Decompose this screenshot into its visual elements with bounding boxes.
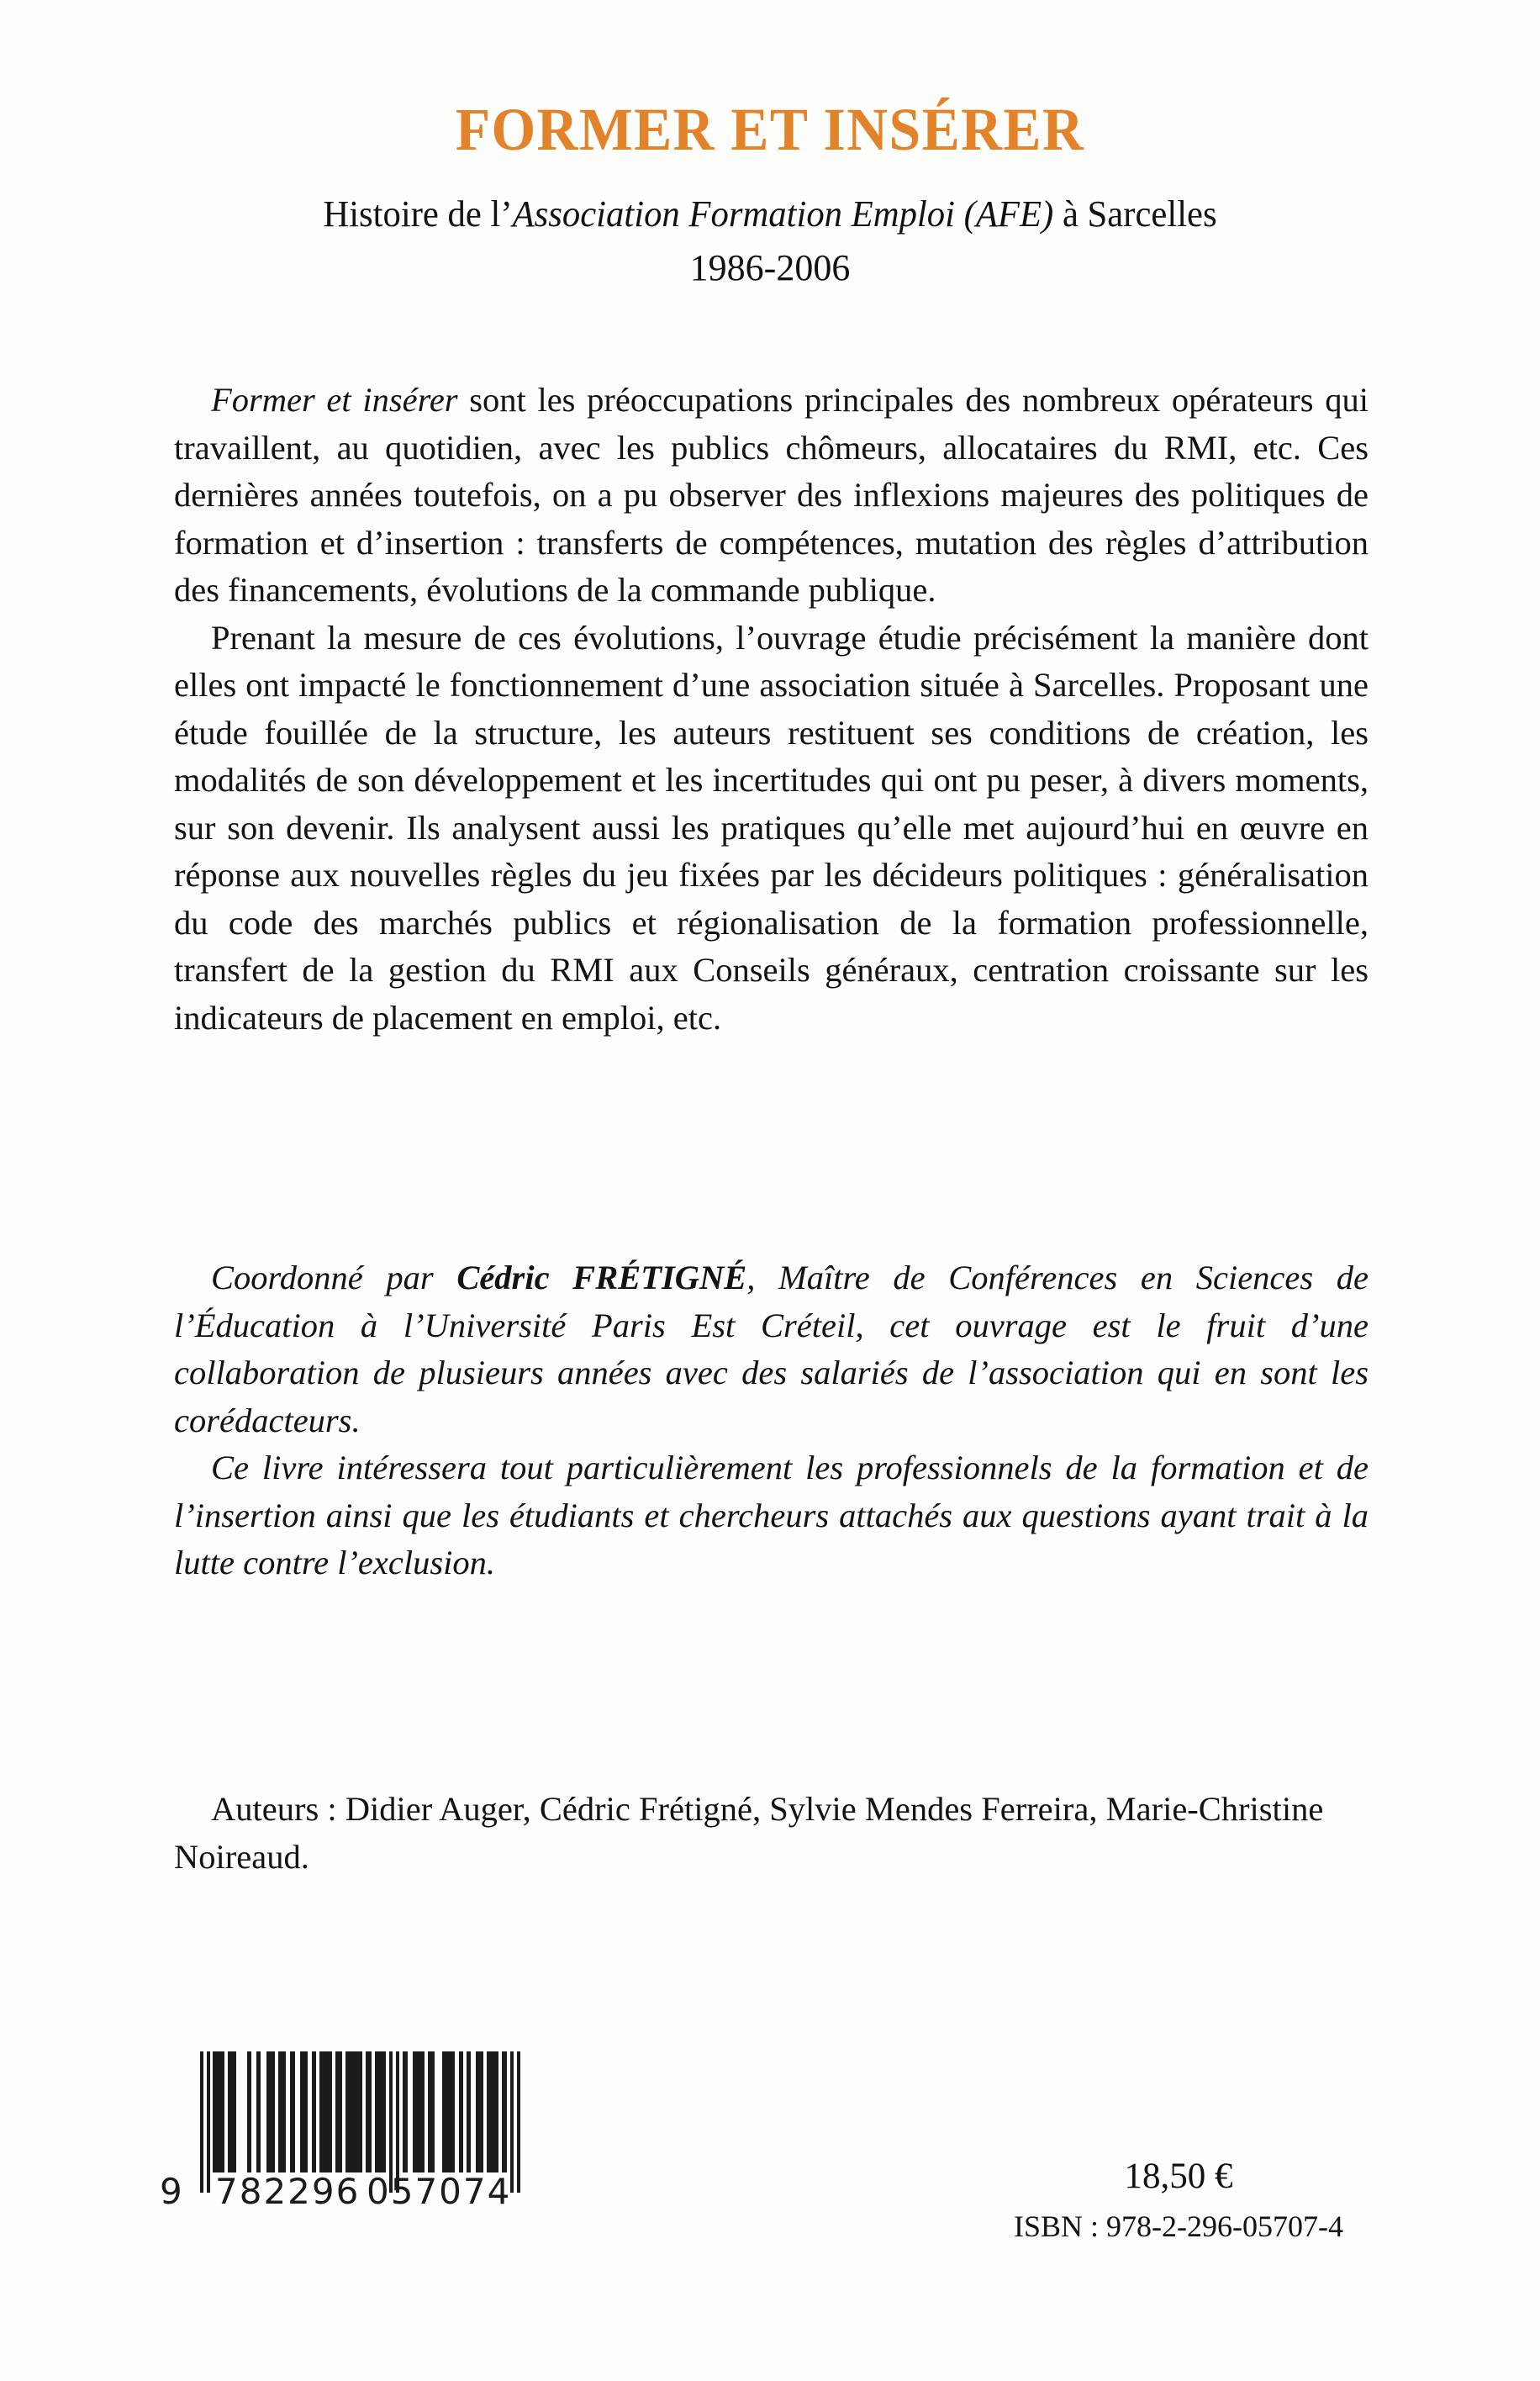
barcode — [160, 2051, 538, 2211]
coordination-suffix: , Maître de Conférences en Sciences de l’Éducation à l’Université Paris Est Créteil, cet ouvrage est le fruit d’une collaboration de plusieurs années avec des salariés de l’association qui en sont les corédacteurs. — [174, 1259, 1369, 1439]
subtitle-suffix: à Sarcelles — [1053, 193, 1217, 235]
price-isbn-block — [977, 2152, 1380, 2248]
coordination-body — [174, 1254, 1369, 1587]
barcode-digits — [160, 2171, 538, 2211]
coordinator-name: Cédric FRÉTIGNÉ — [456, 1259, 747, 1296]
subtitle-year-range: 1986-2006 — [689, 246, 851, 288]
subtitle-association-name: Association Formation Emploi (AFE) — [512, 193, 1054, 235]
authors-line-1: Auteurs : Didier Auger, Cédric Frétigné, Sylvie Mendes Ferreira, — [211, 1790, 1098, 1828]
coordination-paragraph — [174, 1254, 1369, 1444]
subtitle-prefix: Histoire de l’ — [323, 193, 513, 235]
authors-line-2: Marie-Christine Noireaud. — [174, 1790, 1324, 1876]
audience-paragraph: Ce livre intéressera tout particulièrement les professionnels de la formation et de l’insertion ainsi que les étudiants et chercheurs attachés aux questions ayant trait à la lutte contre l’exclusion. — [174, 1449, 1369, 1581]
blurb-paragraph-2: Prenant la mesure de ces évolutions, l’ouvrage étudie précisément la manière dont elles ont impacté le fonctionnement d’une association située à Sarcelles. Proposant une étude fouillée de la structure, les auteurs restituent ses conditions de création, les modalités de son développement et les incertitudes qui ont pu peser, à divers moments, sur son devenir. Ils analysent aussi les pratiques qu’elle met aujourd’hui en œuvre en réponse aux nouvelles règles du jeu fixées par les décideurs politiques : généralisation du code des marchés publics et régionalisation de la formation professionnelle, transfert de la gestion du RMI aux Conseils généraux, centration croissante sur les indicateurs de placement en emploi, etc. — [174, 618, 1369, 1037]
isbn-label: ISBN : 978-2-296-05707-4 — [1014, 2209, 1343, 2243]
coordination-prefix: Coordonné par — [211, 1259, 457, 1296]
blurb-lead-italic: Former et insérer — [211, 381, 458, 419]
blurb-paragraph-1-rest: sont les préoccupations principales des nombreux opérateurs qui travaillent, au quotidien, avec les publics chômeurs, allocataires du RMI, etc. Ces dernières années toutefois, on a pu observer des inflexions majeures des politiques de formation et d’insertion : transferts de compétences, mutation des règles d’attribution des financements, évolutions de la commande publique. — [174, 381, 1369, 609]
barcode-left-digits: 782296 — [215, 2171, 361, 2212]
blurb-body — [174, 377, 1369, 1042]
barcode-lead-digit: 9 — [160, 2171, 184, 2212]
blurb-paragraph-1 — [174, 377, 1369, 615]
page-title: FORMER ET INSÉRER — [455, 96, 1085, 163]
subtitle — [23, 192, 1516, 237]
authors-block — [174, 1786, 1369, 1881]
barcode-right-digits: 057074 — [367, 2171, 512, 2212]
authors-line — [174, 1786, 1369, 1881]
title-block — [0, 96, 1540, 290]
price-label: 18,50 € — [1124, 2157, 1233, 2196]
